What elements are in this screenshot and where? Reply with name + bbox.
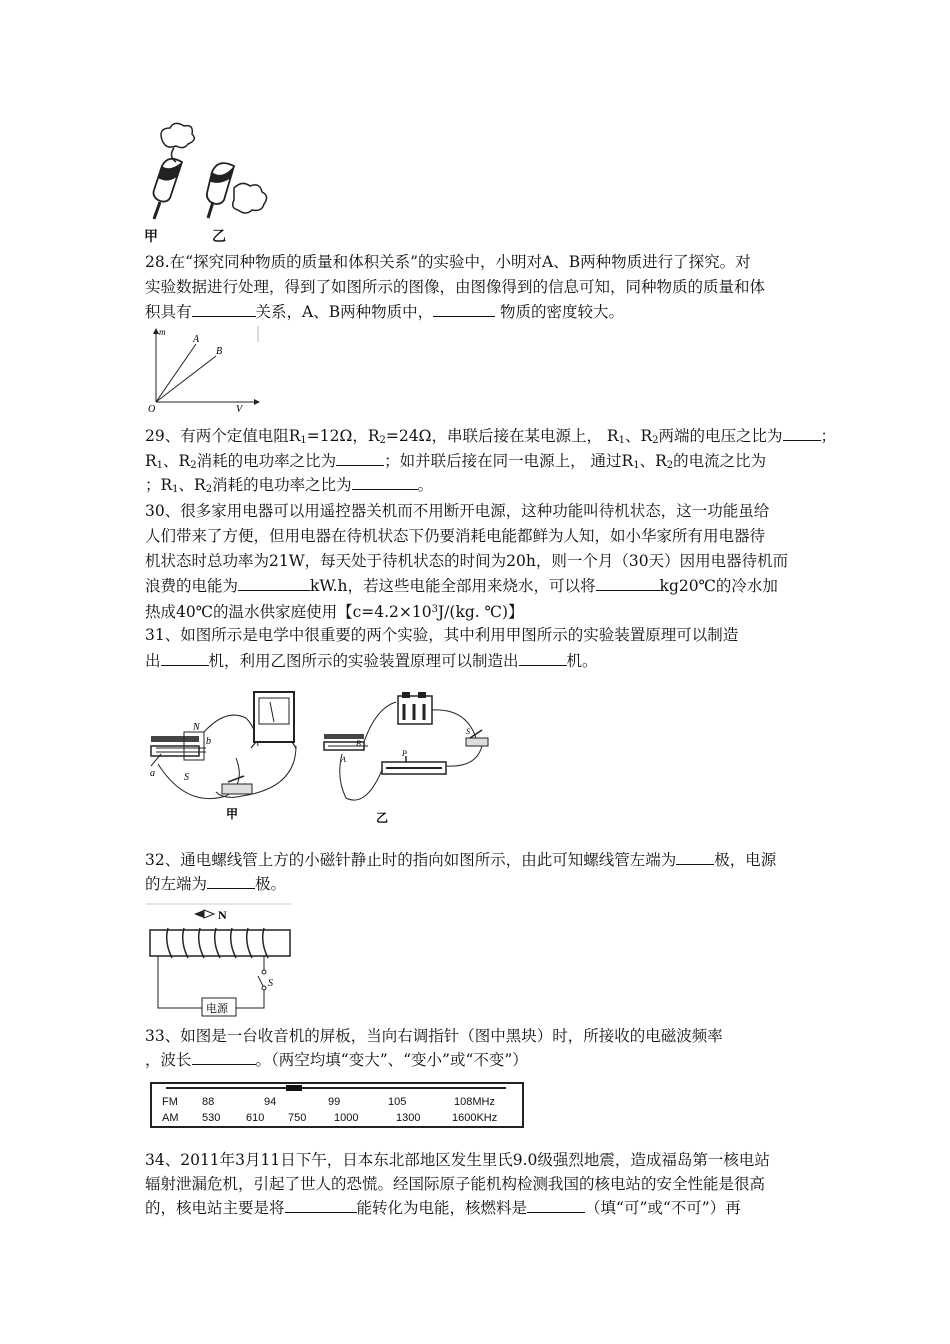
q32-t2: 极，电源 <box>714 851 777 869</box>
q29-t4: 、R <box>624 427 653 445</box>
q29-t2: =12Ω，R <box>306 427 380 445</box>
q32-blank-2[interactable] <box>207 874 255 889</box>
q31-yi-A: A <box>341 755 346 764</box>
switch-S: S <box>268 978 273 989</box>
q31-line1: 31、如图所示是电学中很重要的两个实验，其中利用甲图所示的实验装置原理可以制造 <box>145 626 739 644</box>
q28-blank-2[interactable] <box>433 302 495 317</box>
solenoid-figure <box>144 900 294 1020</box>
q29-t1: 29、有两个定值电阻R <box>145 427 301 445</box>
q34-line1: 34、2011年3月11日下午，日本东北部地区发生里氏9.0级强烈地震，造成福岛第一核电站 <box>145 1151 770 1169</box>
q29-blank-4[interactable] <box>352 475 418 490</box>
q29-blank-2[interactable] <box>336 451 384 466</box>
q31-fig-yi: 乙 <box>376 811 389 825</box>
q30-t5: J/(kg. ℃)】 <box>437 603 524 621</box>
q31-line2 <box>145 651 598 671</box>
fm-value: 105 <box>388 1096 407 1108</box>
q31-t1: 出 <box>145 652 161 670</box>
graph-origin: O <box>148 404 156 415</box>
dial-pointer[interactable] <box>286 1085 302 1091</box>
graph-line-b: B <box>216 346 223 357</box>
q30-blank-2[interactable] <box>596 576 660 591</box>
q31-t2: 机，利用乙图所示的实验装置原理可以制造出 <box>208 652 519 670</box>
q30-line5 <box>145 600 524 622</box>
q29-s10: 2 <box>205 484 213 495</box>
q33-line2 <box>145 1050 528 1070</box>
graph-x-label: V <box>236 404 243 415</box>
q31-blank-1[interactable] <box>161 651 209 666</box>
dial-track <box>166 1087 506 1089</box>
q30-line4 <box>145 576 778 596</box>
q34-line2: 辐射泄漏危机，引起了世人的恐慌。经国际原子能机构检测我国的核电站的安全性能是很高 <box>145 1175 766 1193</box>
q34-line3 <box>145 1198 741 1218</box>
power-source-label: 电源 <box>206 1003 228 1015</box>
q31-jia-b: b <box>206 736 211 747</box>
q29-blank-1[interactable] <box>783 426 821 441</box>
fm-value: 99 <box>328 1096 341 1108</box>
label-yi: 乙 <box>212 229 226 245</box>
q30-t4: 热成40℃的温水供家庭使用【c=4.2×10 <box>145 603 432 621</box>
q31-jia-S: S <box>184 772 189 783</box>
fm-value: 88 <box>202 1096 215 1108</box>
q29-line2 <box>145 451 766 476</box>
q30-sup: 3 <box>431 604 438 615</box>
q31-jia-N: N <box>193 722 200 733</box>
q29-line3 <box>145 475 433 500</box>
q34-t2: 能转化为电能，核燃料是 <box>356 1199 528 1217</box>
q30-line1: 30、很多家用电器可以用遥控器关机而不用断开电源，这种功能叫待机状态，这一功能虽给 <box>145 502 770 520</box>
q29-t9: 消耗的电功率之比为 <box>196 452 337 470</box>
q29-t12: 的电流之比为 <box>673 452 767 470</box>
q30-t1: 浪费的电能为 <box>145 577 239 595</box>
am-label: AM <box>162 1112 179 1124</box>
q33-blank-2[interactable] <box>192 1050 256 1065</box>
q29-s6: 2 <box>190 460 197 471</box>
q34-t1: 的，核电站主要是将 <box>145 1199 285 1217</box>
q31-yi-P: P <box>402 749 407 758</box>
q33-t1: ，波长 <box>145 1051 192 1069</box>
am-value: 1000 <box>334 1112 359 1124</box>
q29-t11: 、R <box>639 452 667 470</box>
q32-t1: 32、通电螺线管上方的小磁针静止时的指向如图所示，由此可知螺线管左端为 <box>145 851 677 869</box>
q29-t16: 。 <box>417 476 434 494</box>
needle-N: N <box>218 908 227 922</box>
mass-volume-graph <box>146 326 266 416</box>
q30-blank-1[interactable] <box>238 576 310 591</box>
q33-line1: 33、如图是一台收音机的屏板，当向右调指针（图中黑块）时，所接收的电磁波频率 <box>145 1027 723 1045</box>
q34-blank-2[interactable] <box>527 1198 585 1213</box>
q33-t2: 。（两空均填“变大”、“变小”或“不变”） <box>255 1051 528 1069</box>
q28-text-c: 物质的密度较大。 <box>495 303 625 321</box>
graph-line-a: A <box>193 334 200 345</box>
q29-t15: 消耗的电功率之比为 <box>212 476 352 494</box>
q30-line2: 人们带来了方便，但用电器在待机状态下仍要消耗电能都鲜为人知，如小华家所有用电器待 <box>145 527 766 545</box>
q28-blank-1[interactable] <box>192 302 256 317</box>
q31-blank-2[interactable] <box>519 651 567 666</box>
q29-s1: 1 <box>300 435 307 446</box>
q29-line1 <box>145 426 836 451</box>
fm-value: 108MHz <box>454 1096 495 1108</box>
q31-jia-a: a <box>150 768 155 779</box>
q29-s4: 2 <box>652 435 659 446</box>
q29-t13: ；R <box>145 476 173 494</box>
q32-line1 <box>145 850 776 870</box>
q34-blank-1[interactable] <box>285 1198 357 1213</box>
q29-t3: =24Ω，串联后接在某电源上， R <box>385 427 619 445</box>
q29-t14: 、R <box>178 476 206 494</box>
q29-t10: ；如并联后接在同一电源上， 通过R <box>384 452 634 470</box>
fm-label: FM <box>162 1096 178 1108</box>
am-value: 1600KHz <box>452 1112 498 1124</box>
fm-value: 94 <box>264 1096 277 1108</box>
label-jia: 甲 <box>144 229 158 245</box>
ice-pop-illustration <box>140 122 280 222</box>
am-value: 750 <box>288 1112 307 1124</box>
q29-s7: 1 <box>633 460 640 471</box>
q30-t3: kg20℃的冷水加 <box>659 577 778 595</box>
q29-t8: 、R <box>163 452 191 470</box>
q32-line2 <box>145 874 286 894</box>
q28-line3 <box>145 302 624 322</box>
q30-line3: 机状态时总功率为21W，每天处于待机状态的时间为20h，则一个月（30天）因用电器待机而 <box>145 552 789 570</box>
graph-y-label: m <box>159 327 166 337</box>
q28-text-a: 积具有 <box>145 303 192 321</box>
q32-t3: 的左端为 <box>145 875 208 893</box>
q32-blank-1[interactable] <box>676 850 714 865</box>
q29-s8: 2 <box>666 460 674 471</box>
q31-t3: 机。 <box>566 652 598 670</box>
am-value: 1300 <box>396 1112 421 1124</box>
am-value: 530 <box>202 1112 221 1124</box>
am-value: 610 <box>246 1112 265 1124</box>
radio-dial <box>150 1082 524 1128</box>
q28-line2: 实验数据进行处理，得到了如图所示的图像，由图像得到的信息可知，同种物质的质量和体 <box>145 278 766 296</box>
q28-text-b: 关系，A、B两种物质中， <box>255 303 434 321</box>
q28-line1: 28.在“探究同种物质的质量和体积关系”的实验中，小明对A、B两种物质进行了探究。对 <box>145 253 751 271</box>
q32-t4: 极。 <box>255 875 287 893</box>
q31-yi-S: S <box>466 727 470 736</box>
q31-figure <box>146 688 496 828</box>
q31-yi-B: B <box>356 739 361 748</box>
q31-fig-jia: 甲 <box>226 807 239 821</box>
q29-t5: 两端的电压之比为 <box>658 427 783 445</box>
q29-s5: 1 <box>156 460 164 471</box>
q30-t2: kW.h，若这些电能全部用来烧水，可以将 <box>310 577 596 595</box>
q29-s3: 1 <box>618 435 625 446</box>
q29-s9: 1 <box>172 484 179 495</box>
q29-t7: R <box>145 452 157 470</box>
q29-s2: 2 <box>379 435 386 446</box>
ice-pop-figure <box>140 122 280 247</box>
q34-t3: （填“可”或“不可”）再 <box>585 1199 741 1217</box>
q29-t6: ； <box>820 427 837 445</box>
